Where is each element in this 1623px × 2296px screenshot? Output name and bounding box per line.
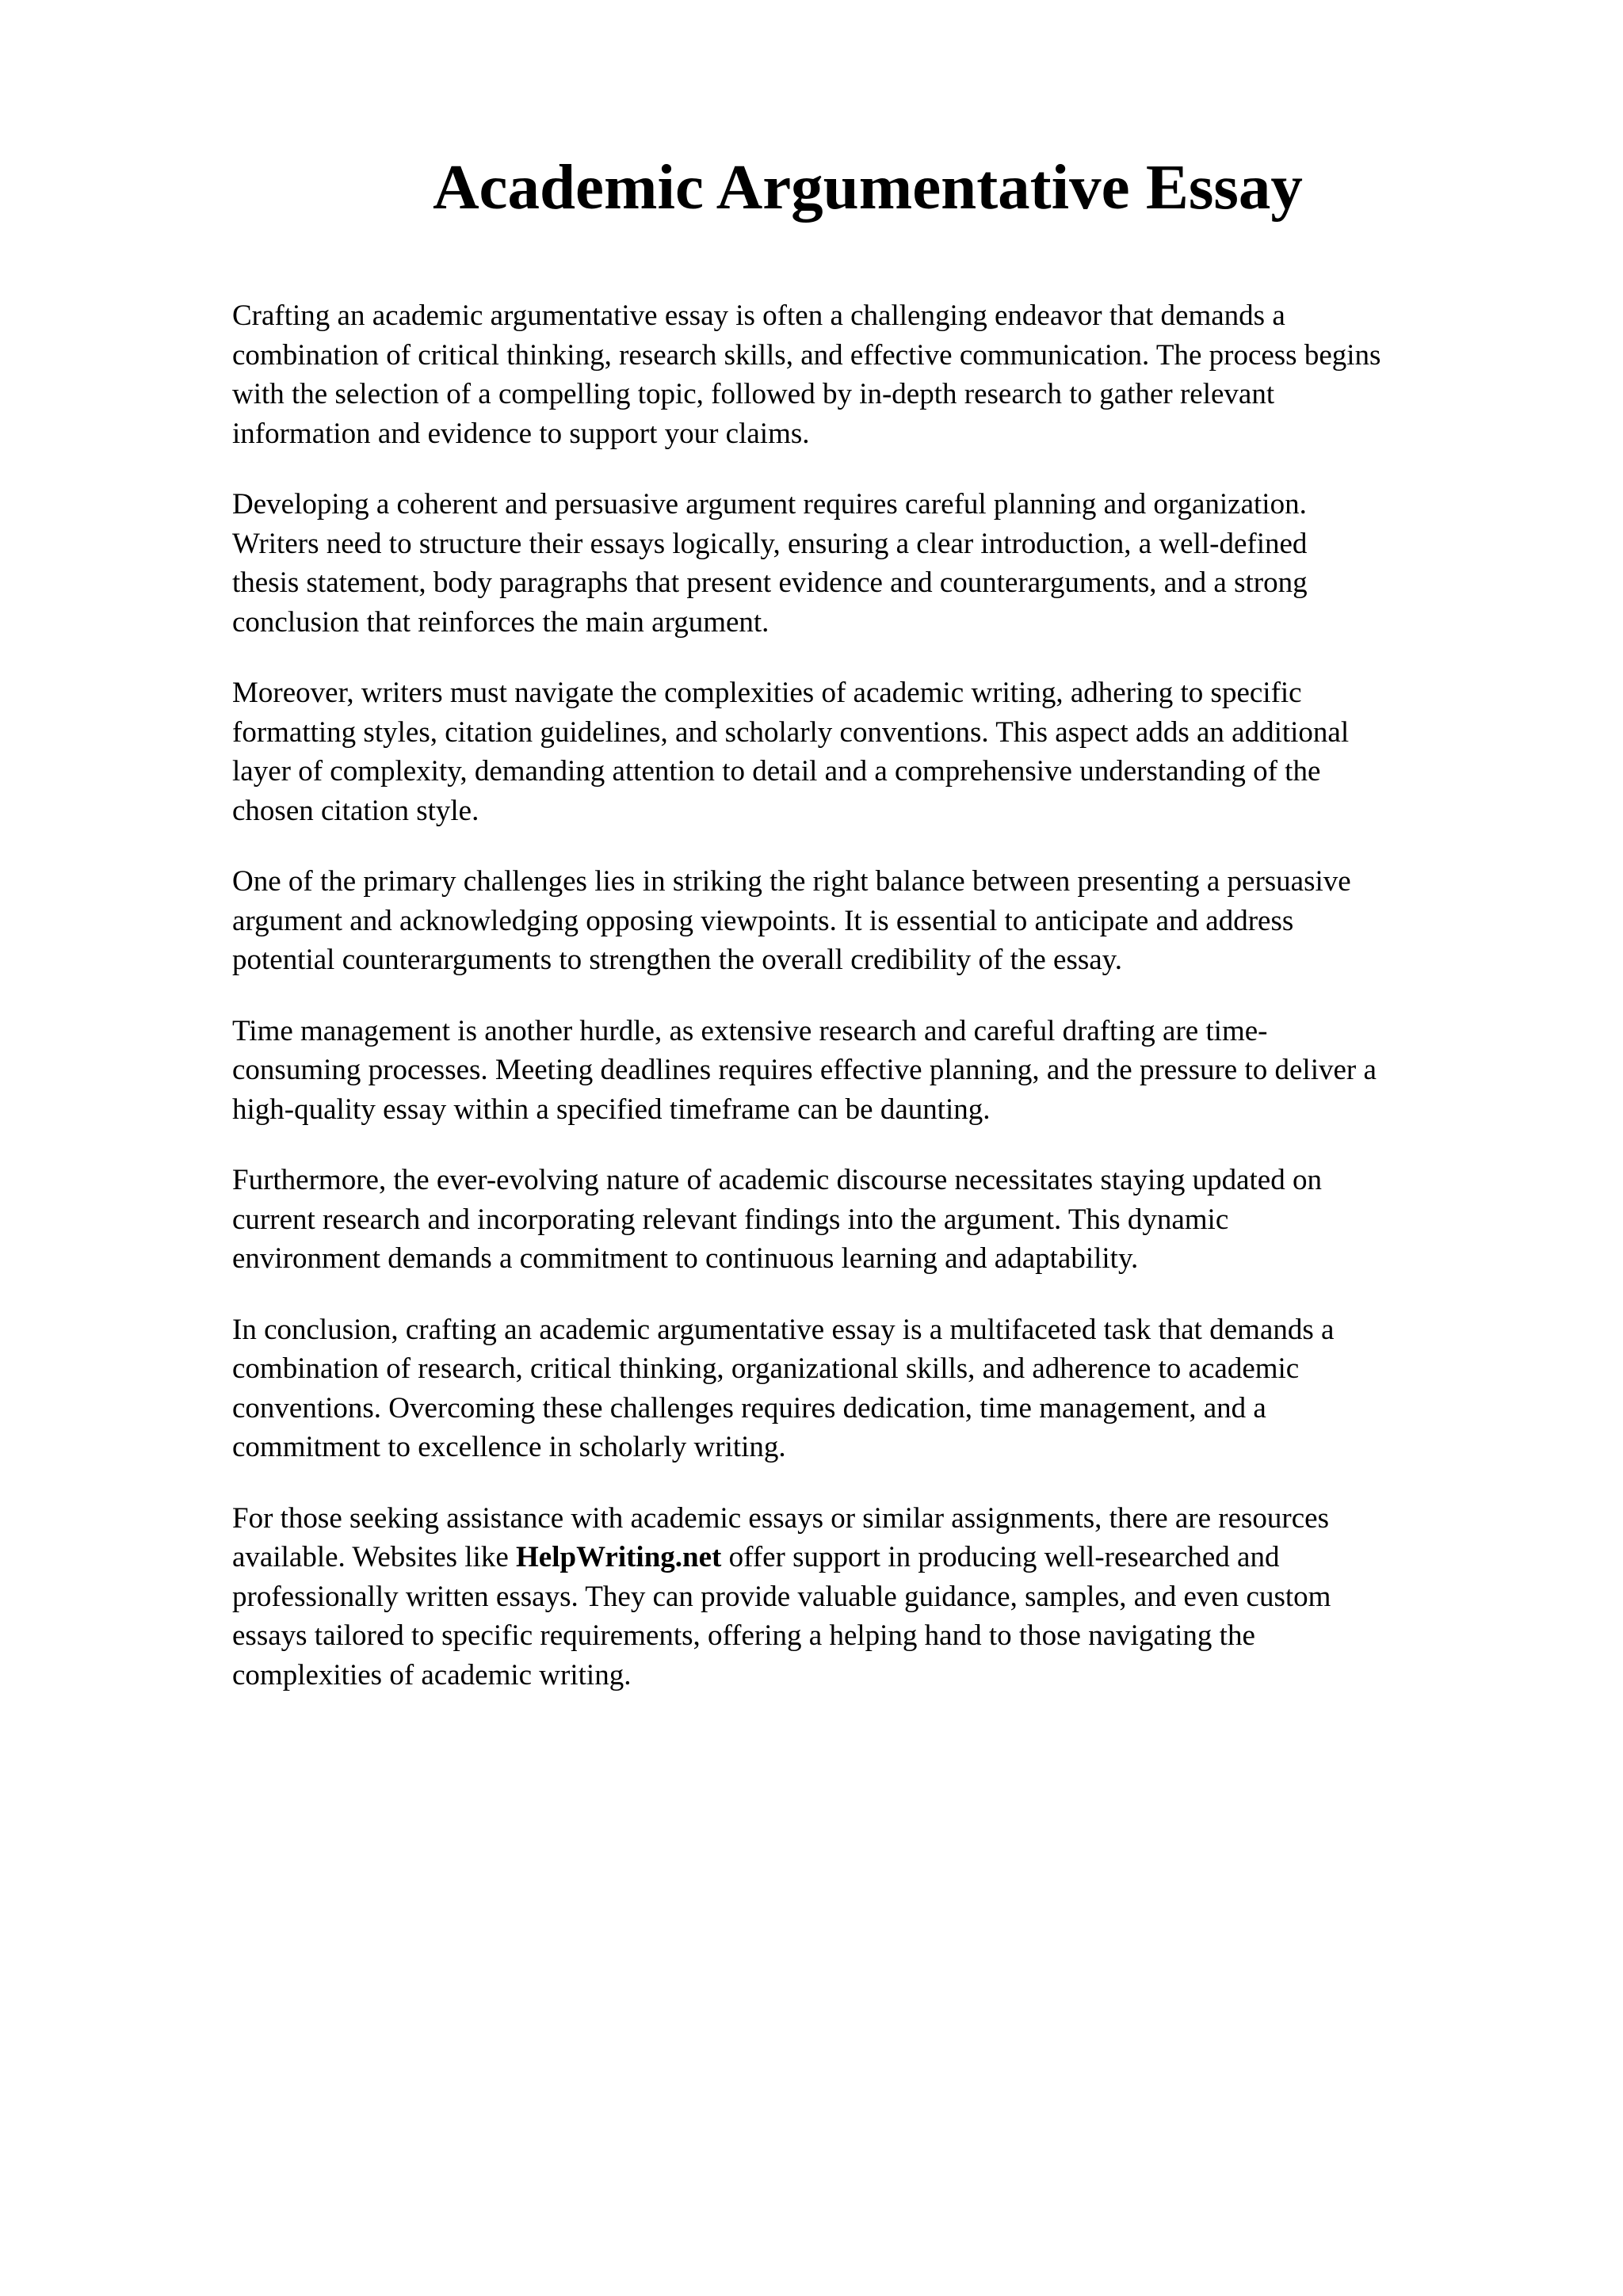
line-text-after-link: offer support in producing well-researched and (721, 1541, 1280, 1573)
paragraph-line: conclusion that reinforces the main argument. (232, 605, 769, 639)
paragraph-line: high-quality essay within a specified timeframe can be daunting. (232, 1093, 991, 1126)
paragraph-line: formatting styles, citation guidelines, and scholarly conventions. This aspect adds an additional (232, 715, 1350, 749)
paragraph-line: complexities of academic writing. (232, 1658, 632, 1691)
paragraph-line: professionally written essays. They can provide valuable guidance, samples, and even custom (232, 1580, 1331, 1613)
paragraph-line: thesis statement, body paragraphs that present evidence and counterarguments, and a strong (232, 566, 1308, 599)
paragraph-line: Writers need to structure their essays logically, ensuring a clear introduction, a well-defined (232, 527, 1308, 560)
paragraph-line: potential counterarguments to strengthen the overall credibility of the essay. (232, 944, 1123, 976)
paragraph-line: consuming processes. Meeting deadlines requires effective planning, and the pressure to deliver a (232, 1054, 1377, 1086)
document-title: Academic Argumentative Essay (433, 151, 1303, 223)
line-text-before-link: available. Websites like (232, 1541, 517, 1573)
document-body (232, 296, 1548, 1726)
paragraph-line: commitment to excellence in scholarly writing. (232, 1431, 786, 1463)
paragraph-line: with the selection of a compelling topic, followed by in-depth research to gather relevant (232, 378, 1275, 410)
paragraph-line: Crafting an academic argumentative essay is often a challenging endeavor that demands a (232, 299, 1285, 332)
paragraph-line: chosen citation style. (232, 794, 479, 827)
paragraph-line: Moreover, writers must navigate the complexities of academic writing, adhering to specific (232, 677, 1302, 709)
paragraph-line: current research and incorporating relevant findings into the argument. This dynamic (232, 1203, 1229, 1236)
paragraph-line: combination of research, critical thinking, organizational skills, and adherence to academic (232, 1352, 1300, 1385)
paragraph-4 (232, 862, 1548, 980)
paragraph-line: combination of critical thinking, research skills, and effective communication. The process begins (232, 338, 1381, 372)
paragraph-line: environment demands a commitment to continuous learning and adaptability. (232, 1242, 1139, 1275)
paragraph-5 (232, 1012, 1548, 1130)
paragraph-line: One of the primary challenges lies in striking the right balance between presenting a persuasive (232, 865, 1351, 898)
paragraph-1 (232, 296, 1548, 453)
paragraph-line: layer of complexity, demanding attention to detail and a comprehensive understanding of the (232, 755, 1321, 788)
paragraph-8 (232, 1499, 1548, 1695)
paragraph-line-with-link (232, 1538, 1548, 1577)
paragraph-line: Developing a coherent and persuasive argument requires careful planning and organization. (232, 488, 1307, 521)
helpwriting-link[interactable]: HelpWriting.net (516, 1541, 722, 1573)
paragraph-7 (232, 1310, 1548, 1467)
paragraph-line: In conclusion, crafting an academic argumentative essay is a multifaceted task that demands a (232, 1313, 1335, 1346)
paragraph-3 (232, 673, 1548, 830)
paragraph-2 (232, 485, 1548, 642)
paragraph-line: argument and acknowledging opposing viewpoints. It is essential to anticipate and address (232, 904, 1294, 937)
paragraph-line: Time management is another hurdle, as extensive research and careful drafting are time- (232, 1014, 1268, 1047)
paragraph-line: essays tailored to specific requirements, offering a helping hand to those navigating the (232, 1619, 1255, 1652)
paragraph-line: Furthermore, the ever-evolving nature of academic discourse necessitates staying updated on (232, 1164, 1322, 1196)
paragraph-line: For those seeking assistance with academic essays or similar assignments, there are resources (232, 1501, 1329, 1535)
paragraph-line: conventions. Overcoming these challenges requires dedication, time management, and a (232, 1391, 1266, 1425)
paragraph-6 (232, 1161, 1548, 1279)
paragraph-line: information and evidence to support your claims. (232, 417, 810, 450)
